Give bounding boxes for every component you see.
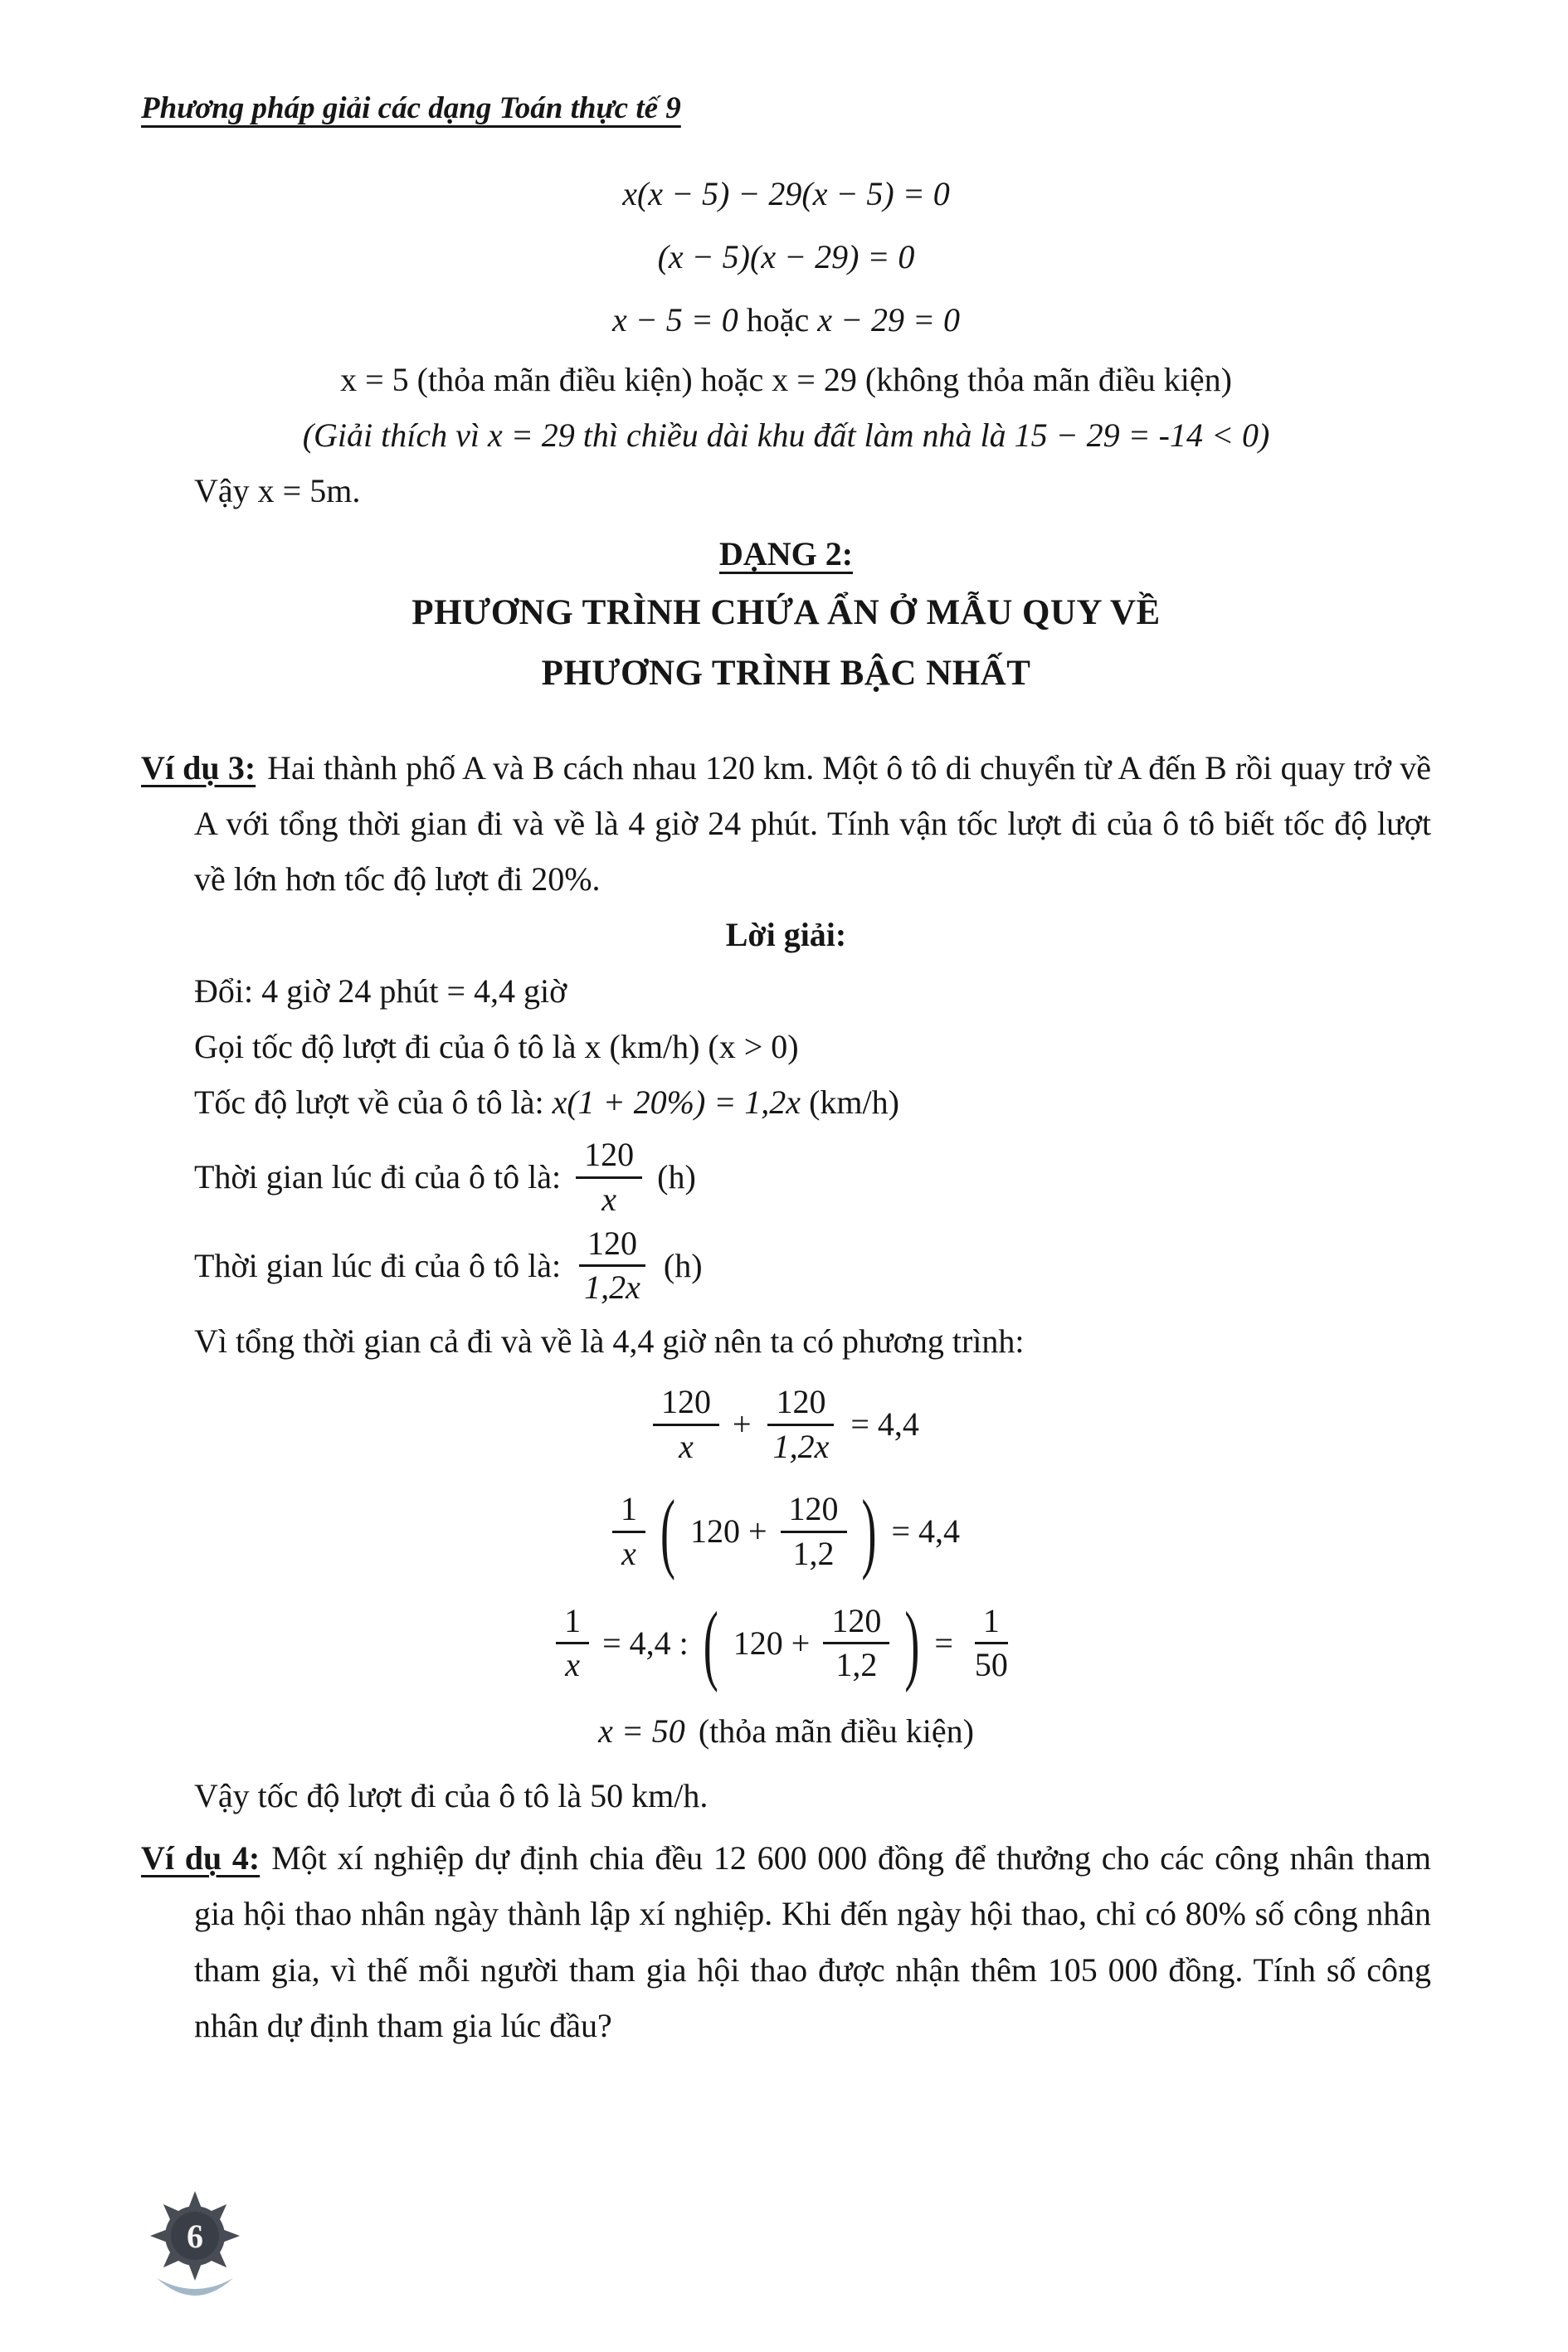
conclusion-line-1: Vậy x = 5m.: [194, 472, 361, 510]
fraction: [576, 1137, 642, 1219]
numerator: 120: [653, 1384, 719, 1426]
inner-term: 120 +: [689, 1512, 767, 1550]
running-header: Phương pháp giải các dạng Toán thực tế 9: [141, 91, 681, 125]
numerator: 120: [579, 1225, 645, 1268]
denominator: x: [621, 1534, 636, 1572]
example-4-label: Ví dụ 4:: [141, 1839, 261, 1877]
fraction: [576, 1225, 649, 1307]
fraction: [781, 1491, 847, 1573]
equation-line-1: x(x − 5) − 29(x − 5) = 0: [622, 175, 950, 212]
example-4-paragraph: [141, 1830, 1431, 2053]
math-fragment: x(1 + 20%) = 1,2x: [552, 1083, 801, 1121]
inner-term: 120 +: [733, 1624, 811, 1662]
numerator: 1: [612, 1491, 645, 1533]
left-paren: (: [703, 1593, 718, 1693]
equation-line-2: (x − 5)(x − 29) = 0: [657, 238, 915, 275]
gear-icon: [146, 2189, 244, 2317]
conclusion-line-2: Vậy tốc độ lượt đi của ô tô là 50 km/h.: [194, 1777, 709, 1815]
text-fragment: Tốc độ lượt về của ô tô là:: [194, 1083, 544, 1121]
display-equation-d: [141, 1699, 1431, 1765]
unit-fragment: (h): [663, 1246, 703, 1284]
fraction: [823, 1603, 889, 1685]
page-number: 6: [187, 2218, 203, 2255]
equals-sign: =: [934, 1624, 953, 1662]
example-3-text: Hai thành phố A và B cách nhau 120 km. Một ô tô di chuyển từ A đến B rồi quay trở về A với tổng thời gian đi và về là 4 giờ 24 phút. Tính vận tốc lượt đi của ô tô biết tốc độ lượt về lớn hơn tốc độ lượt đi 20%.: [194, 748, 1432, 898]
section-title-line-1: PHƯƠNG TRÌNH CHỨA ẨN Ở MẪU QUY VỀ: [411, 592, 1161, 632]
denominator: x: [601, 1180, 617, 1218]
text-fragment: Thời gian lúc đi của ô tô là:: [194, 1157, 562, 1195]
section-label-text: DẠNG 2:: [718, 534, 854, 572]
swoosh-decoration: [157, 2278, 233, 2296]
numerator: 120: [576, 1137, 642, 1179]
plus-operator: +: [733, 1405, 752, 1444]
fraction: [556, 1603, 589, 1685]
solution-line-total: Vì tổng thời gian cả đi và về là 4,4 giờ nên ta có phương trình:: [194, 1322, 1025, 1361]
denominator: 1,2x: [584, 1269, 640, 1307]
right-paren: ): [861, 1482, 877, 1582]
text-fragment: hoặc: [746, 301, 810, 338]
denominator: x: [565, 1646, 580, 1684]
denominator: 1,2: [835, 1646, 878, 1684]
fraction: [765, 1384, 838, 1466]
equals-value: = 4,4: [850, 1405, 919, 1444]
result-line: x = 5 (thỏa mãn điều kiện) hoặc x = 29 (không thỏa mãn điều kiện): [340, 361, 1232, 398]
numerator: 120: [767, 1384, 834, 1426]
denominator: 1,2: [792, 1534, 835, 1572]
unit-fragment: (km/h): [809, 1083, 899, 1121]
explanation-line: (Giải thích vì x = 29 thì chiều dài khu đất làm nhà là 15 − 29 = -14 < 0): [302, 416, 1270, 455]
solution-line-convert: Đổi: 4 giờ 24 phút = 4,4 giờ: [194, 971, 567, 1010]
page-footer: [146, 2189, 244, 2317]
condition-note: (thỏa mãn điều kiện): [698, 1712, 974, 1751]
solution-line-time-return: [141, 1225, 1431, 1307]
math-fragment: x − 29 = 0: [817, 301, 960, 338]
solution-heading: Lời giải:: [725, 916, 847, 954]
numerator: 120: [823, 1603, 889, 1645]
section-title-line-2: PHƯƠNG TRÌNH BẬC NHẤT: [541, 653, 1031, 693]
fraction: [612, 1491, 645, 1573]
numerator: 120: [781, 1491, 847, 1533]
denominator: x: [679, 1428, 694, 1466]
solution-line-call: Gọi tốc độ lượt đi của ô tô là x (km/h) (x > 0): [194, 1027, 799, 1065]
numerator: 1: [975, 1603, 1008, 1645]
example-3-paragraph: [141, 740, 1431, 908]
example-3-label: Ví dụ 3:: [141, 748, 256, 786]
unit-fragment: (h): [657, 1157, 696, 1195]
display-equation-a: [141, 1374, 1431, 1476]
fraction: [653, 1384, 719, 1466]
solution-line-return-speed: [141, 1074, 1431, 1130]
math-fragment: x = 50: [598, 1712, 685, 1751]
example-4-text: Một xí nghiệp dự định chia đều 12 600 000 đồng để thưởng cho các công nhân tham gia hội thao nhân ngày thành lập xí nghiệp. Khi đến ngày hội thao, chỉ có 80% số công nhân tham gia, vì thế mỗi người tham gia hội thao được nhận thêm 105 000 đồng. Tính số công nhân dự định tham gia lúc đầu?: [194, 1839, 1432, 2044]
denominator: 1,2x: [772, 1428, 830, 1466]
display-equation-b: [141, 1476, 1431, 1588]
text-fragment: Thời gian lúc đi của ô tô là:: [194, 1246, 562, 1284]
display-equation-c: [141, 1588, 1431, 1700]
math-fragment: x − 5 = 0: [611, 301, 738, 338]
equals-division: = 4,4 :: [602, 1624, 689, 1662]
left-paren: (: [660, 1482, 675, 1582]
numerator: 1: [556, 1603, 589, 1645]
equals-value: = 4,4: [891, 1512, 961, 1550]
section-label: [141, 526, 1431, 582]
right-paren: ): [904, 1593, 920, 1693]
fraction: [967, 1603, 1016, 1685]
equation-line-3: [141, 289, 1431, 352]
solution-line-time-go: [141, 1137, 1431, 1219]
denominator: 50: [974, 1646, 1008, 1684]
